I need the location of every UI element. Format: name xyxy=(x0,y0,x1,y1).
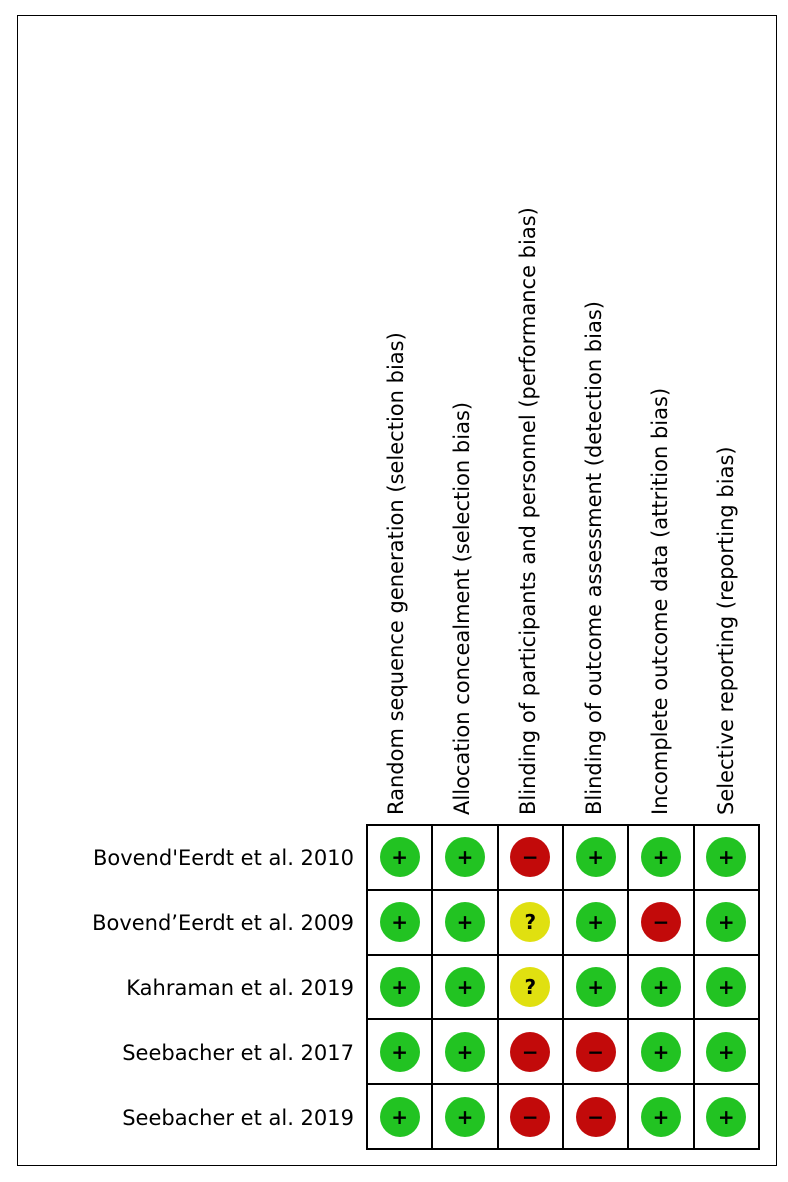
high-risk-icon xyxy=(510,1032,550,1072)
judgement-symbol: + xyxy=(456,974,474,999)
judgement-symbol: + xyxy=(391,1039,409,1064)
low-risk-icon xyxy=(445,1097,485,1137)
domain-header-label: Selective reporting (reporting bias) xyxy=(714,446,738,815)
judgement-cell xyxy=(629,1020,694,1085)
low-risk-icon xyxy=(380,837,420,877)
judgement-symbol: ? xyxy=(524,974,537,999)
judgement-cell xyxy=(629,826,694,891)
judgement-symbol: − xyxy=(652,910,670,935)
judgement-symbol: + xyxy=(587,974,605,999)
low-risk-icon xyxy=(576,967,616,1007)
judgement-symbol: + xyxy=(717,845,735,870)
judgement-cell xyxy=(368,1085,433,1150)
judgement-symbol: + xyxy=(652,845,670,870)
judgement-symbol: + xyxy=(652,1104,670,1129)
judgement-symbol: − xyxy=(521,845,539,870)
low-risk-icon xyxy=(576,837,616,877)
judgement-cell xyxy=(433,1085,498,1150)
low-risk-icon xyxy=(706,902,746,942)
judgement-cell xyxy=(433,891,498,956)
judgement-symbol: + xyxy=(652,1039,670,1064)
low-risk-icon xyxy=(641,837,681,877)
high-risk-icon xyxy=(510,1097,550,1137)
unclear-risk-icon xyxy=(510,902,550,942)
study-label: Bovend’Eerdt et al. 2009 xyxy=(92,911,354,935)
low-risk-icon xyxy=(380,1032,420,1072)
low-risk-icon xyxy=(445,1032,485,1072)
judgement-symbol: + xyxy=(391,845,409,870)
judgement-symbol: + xyxy=(391,1104,409,1129)
judgement-symbol: + xyxy=(391,974,409,999)
low-risk-icon xyxy=(445,967,485,1007)
judgement-cell xyxy=(368,891,433,956)
low-risk-icon xyxy=(380,967,420,1007)
study-label: Bovend'Eerdt et al. 2010 xyxy=(92,846,354,870)
judgement-cell xyxy=(368,826,433,891)
judgement-cell xyxy=(564,956,629,1021)
judgement-cell xyxy=(629,891,694,956)
low-risk-icon xyxy=(445,902,485,942)
judgement-symbol: − xyxy=(587,1104,605,1129)
low-risk-icon xyxy=(706,967,746,1007)
judgement-symbol: − xyxy=(587,1039,605,1064)
judgement-cell xyxy=(629,956,694,1021)
risk-of-bias-grid xyxy=(366,824,760,1150)
judgement-symbol: + xyxy=(717,974,735,999)
judgement-cell xyxy=(564,826,629,891)
judgement-cell xyxy=(499,1085,564,1150)
domain-header-label: Blinding of participants and personnel (performance bias) xyxy=(516,207,540,815)
judgement-cell xyxy=(499,956,564,1021)
judgement-symbol: − xyxy=(521,1039,539,1064)
study-label: Seebacher et al. 2019 xyxy=(122,1106,354,1130)
judgement-cell xyxy=(695,826,760,891)
judgement-cell xyxy=(433,826,498,891)
judgement-cell xyxy=(564,1020,629,1085)
judgement-symbol: + xyxy=(456,910,474,935)
judgement-cell xyxy=(695,1085,760,1150)
judgement-cell xyxy=(695,891,760,956)
judgement-symbol: + xyxy=(456,1104,474,1129)
low-risk-icon xyxy=(380,902,420,942)
unclear-risk-icon xyxy=(510,967,550,1007)
domain-header-label: Allocation concealment (selection bias) xyxy=(450,401,474,815)
low-risk-icon xyxy=(380,1097,420,1137)
judgement-cell xyxy=(499,826,564,891)
judgement-cell xyxy=(368,1020,433,1085)
domain-header-label: Incomplete outcome data (attrition bias) xyxy=(648,387,672,815)
judgement-symbol: + xyxy=(587,910,605,935)
judgement-symbol: + xyxy=(652,974,670,999)
high-risk-icon xyxy=(576,1032,616,1072)
low-risk-icon xyxy=(641,1032,681,1072)
judgement-symbol: + xyxy=(717,910,735,935)
domain-header-label: Blinding of outcome assessment (detection bias) xyxy=(582,301,606,815)
judgement-cell xyxy=(564,1085,629,1150)
high-risk-icon xyxy=(510,837,550,877)
judgement-symbol: + xyxy=(391,910,409,935)
judgement-cell xyxy=(499,1020,564,1085)
judgement-symbol: + xyxy=(587,845,605,870)
judgement-cell xyxy=(629,1085,694,1150)
high-risk-icon xyxy=(576,1097,616,1137)
judgement-cell xyxy=(433,956,498,1021)
low-risk-icon xyxy=(641,967,681,1007)
judgement-symbol: + xyxy=(717,1104,735,1129)
low-risk-icon xyxy=(641,1097,681,1137)
low-risk-icon xyxy=(706,837,746,877)
judgement-cell xyxy=(695,1020,760,1085)
domain-header-label: Random sequence generation (selection bias) xyxy=(384,332,408,815)
low-risk-icon xyxy=(706,1032,746,1072)
judgement-symbol: + xyxy=(717,1039,735,1064)
low-risk-icon xyxy=(445,837,485,877)
judgement-cell xyxy=(564,891,629,956)
study-label: Kahraman et al. 2019 xyxy=(126,976,354,1000)
low-risk-icon xyxy=(706,1097,746,1137)
study-label: Seebacher et al. 2017 xyxy=(122,1041,354,1065)
judgement-symbol: ? xyxy=(524,910,537,935)
judgement-cell xyxy=(368,956,433,1021)
high-risk-icon xyxy=(641,902,681,942)
judgement-symbol: + xyxy=(456,1039,474,1064)
judgement-symbol: + xyxy=(456,845,474,870)
judgement-cell xyxy=(695,956,760,1021)
low-risk-icon xyxy=(576,902,616,942)
judgement-cell xyxy=(433,1020,498,1085)
judgement-symbol: − xyxy=(521,1104,539,1129)
judgement-cell xyxy=(499,891,564,956)
